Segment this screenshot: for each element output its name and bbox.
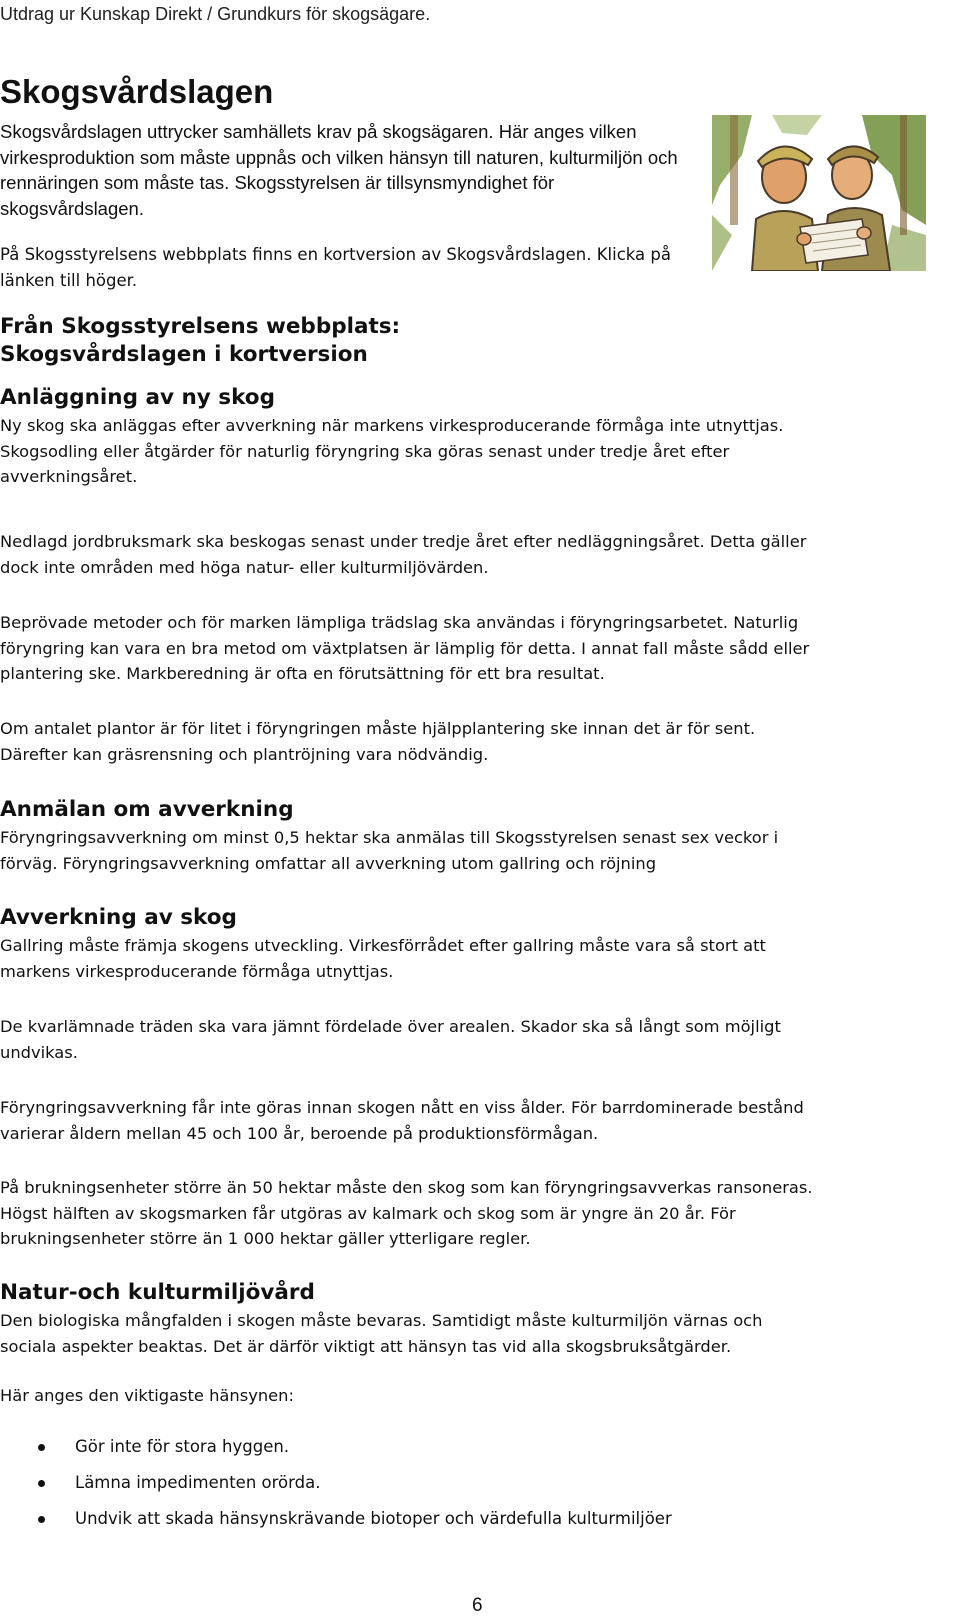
paragraph (0, 1308, 960, 1359)
text-line: Beprövade metoder och för marken lämpliga trädslag ska användas i föryngringsarbetet. Naturlig (0, 613, 799, 632)
section-heading-nature-culture: Natur-och kulturmiljövård (0, 1280, 315, 1305)
paragraph (0, 716, 960, 767)
paragraph (0, 825, 960, 876)
paragraph (0, 413, 960, 490)
page-title: Skogsvårdslagen (0, 73, 274, 110)
text-line: De kvarlämnade träden ska vara jämnt fördelade över arealen. Skador ska så långt som möjligt (0, 1017, 781, 1036)
text-line: plantering ske. Markberedning är ofta en förutsättning för ett bra resultat. (0, 664, 605, 683)
text-line: Ny skog ska anläggas efter avverkning när markens virkesproducerande förmåga inte utnyttjas. (0, 416, 784, 435)
text-line: föryngring kan vara en bra metod om växtplatsen är lämplig för detta. I annat fall måste sådd eller (0, 638, 810, 658)
section-heading-felling-notice: Anmälan om avverkning (0, 797, 294, 822)
text-line: undvikas. (0, 1042, 78, 1062)
text-line: avverkningsåret. (0, 467, 138, 486)
paragraph (0, 610, 960, 687)
paragraph (0, 1175, 960, 1252)
text-line: sociala aspekter beaktas. Det är därför viktigt att hänsyn tas vid alla skogsbruksåtgärder. (0, 1336, 732, 1356)
text-line: brukningsenheter större än 1 000 hektar gäller ytterligare regler. (0, 1229, 531, 1248)
text-line: Gallring måste främja skogens utveckling. Virkesförrådet efter gallring måste vara så stort att (0, 936, 766, 955)
text-line: dock inte områden med höga natur- eller kulturmiljövärden. (0, 557, 489, 577)
source-heading-line-2: Skogsvårdslagen i kortversion (0, 342, 368, 367)
section-heading-felling: Avverkning av skog (0, 905, 237, 930)
paragraph (0, 933, 960, 984)
page-number: 6 (472, 1595, 483, 1616)
text-line: Föryngringsavverkning får inte göras innan skogen nått en viss ålder. För barrdominerade bestånd (0, 1098, 804, 1117)
text-line: Om antalet plantor är för litet i föryngringen måste hjälpplantering ske innan det är för sent. (0, 719, 756, 738)
consideration-list (0, 1434, 672, 1542)
source-heading (0, 313, 400, 369)
text-line: Därefter kan gräsrensning och plantröjning vara nödvändig. (0, 744, 489, 764)
text-line: markens virkesproducerande förmåga utnyttjas. (0, 961, 394, 981)
text-line: Högst hälften av skogsmarken får utgöras av kalmark och skog som är yngre än 20 år. För (0, 1203, 736, 1223)
paragraph (0, 1095, 960, 1146)
text-line: Skogsodling eller åtgärder för naturlig föryngring ska göras senast under tredje året efter (0, 441, 730, 461)
text-line: Den biologiska mångfalden i skogen måste bevaras. Samtidigt måste kulturmiljön värnas och (0, 1311, 763, 1330)
text-line: förväg. Föryngringsavverkning omfattar all avverkning utom gallring och röjning (0, 853, 657, 873)
intro-paragraph: Skogsvårdslagen uttrycker samhällets krav på skogsägaren. Här anges vilken virkesproduktion som måste uppnås och vilken hänsyn till naturen, kulturmiljön och rennäringen som måste tas. Skogsstyrelsen är tillsynsmyndighet för skogsvårdslagen. (0, 121, 678, 219)
source-heading-line-1: Från Skogsstyrelsens webbplats: (0, 314, 401, 339)
paragraph (0, 1383, 960, 1409)
running-head: Utdrag ur Kunskap Direkt / Grundkurs för skogsägare. (0, 4, 431, 24)
intro-link-note: På Skogsstyrelsens webbplats finns en kortversion av Skogsvårdslagen. Klicka på länken till höger. (0, 245, 671, 290)
text-line: Nedlagd jordbruksmark ska beskogas senast under tredje året efter nedläggningsåret. Detta gäller (0, 532, 807, 551)
list-item: Gör inte för stora hyggen. (0, 1434, 672, 1460)
text-line: På brukningsenheter större än 50 hektar måste den skog som kan föryngringsavverkas ransoneras. (0, 1178, 813, 1197)
text-line: Föryngringsavverkning om minst 0,5 hektar ska anmälas till Skogsstyrelsen senast sex veckor i (0, 828, 779, 847)
text-line: varierar åldern mellan 45 och 100 år, beroende på produktionsförmågan. (0, 1123, 599, 1143)
section-heading-new-forest: Anläggning av ny skog (0, 385, 275, 410)
list-item: Undvik att skada hänsynskrävande biotoper och värdefulla kulturmiljöer (0, 1506, 672, 1532)
foresters-illustration-icon (712, 115, 926, 271)
list-item: Lämna impedimenten orörda. (0, 1470, 672, 1496)
paragraph (0, 1014, 960, 1065)
text-line: Här anges den viktigaste hänsynen: (0, 1386, 294, 1405)
paragraph (0, 529, 960, 580)
